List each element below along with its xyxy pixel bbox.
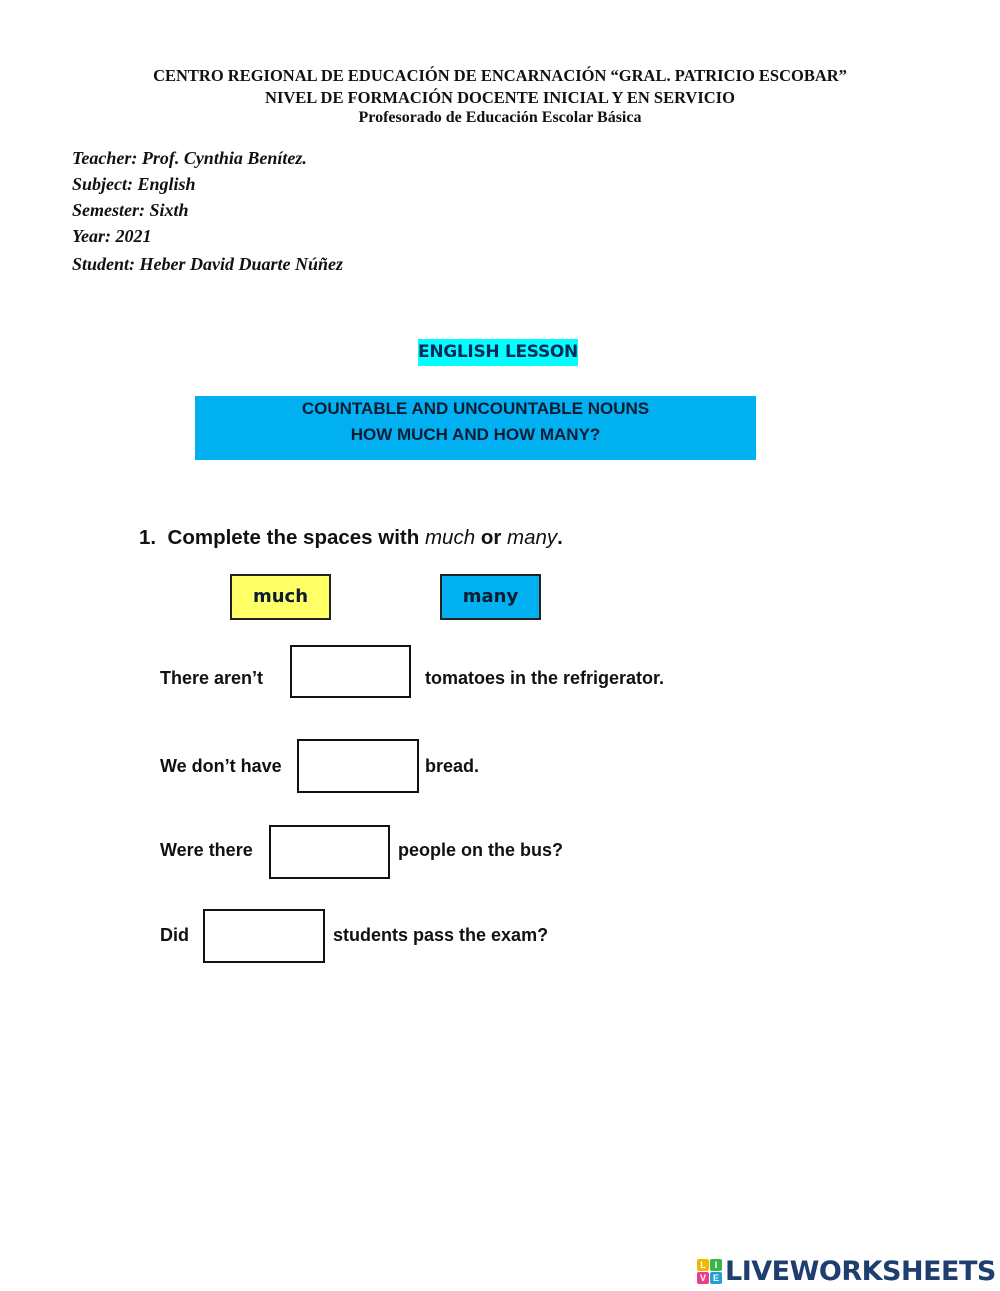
sentence-1-blank[interactable] xyxy=(290,645,411,698)
student-line: Student: Heber David Duarte Núñez xyxy=(72,254,344,274)
question-prefix: Complete the spaces with xyxy=(167,526,420,549)
question-number: 1. xyxy=(139,526,157,549)
program-name: Profesorado de Educación Escolar Básica xyxy=(358,109,642,126)
topic-line-2: HOW MUCH AND HOW MANY? xyxy=(350,425,601,444)
word-bank-many[interactable]: many xyxy=(440,574,541,620)
topic-banner xyxy=(195,396,756,460)
sentence-4-after: students pass the exam? xyxy=(333,925,549,945)
sentence-2-before: We don’t have xyxy=(160,756,282,776)
sentence-3-before: Were there xyxy=(160,840,253,860)
logo-text: LIVEWORKSHEETS xyxy=(725,1255,996,1287)
logo-icon xyxy=(697,1259,722,1284)
logo-letter-e: E xyxy=(710,1272,722,1284)
sentence-4-blank[interactable] xyxy=(203,909,325,963)
logo-letter-i: I xyxy=(710,1259,722,1271)
question-connector: or xyxy=(480,526,502,549)
logo-letter-v: V xyxy=(697,1272,709,1284)
sentence-3-after: people on the bus? xyxy=(398,840,563,860)
logo-letter-l: L xyxy=(697,1259,709,1271)
lesson-label: ENGLISH LESSON xyxy=(418,339,578,366)
question-word-many: many xyxy=(507,526,558,549)
topic-line-1: COUNTABLE AND UNCOUNTABLE NOUNS xyxy=(301,399,650,418)
sentence-2-after: bread. xyxy=(425,756,480,776)
school-name: CENTRO REGIONAL DE EDUCACIÓN DE ENCARNACIÓN “GRAL. PATRICIO ESCOBAR” xyxy=(153,66,847,85)
question-end: . xyxy=(557,526,563,549)
semester-line: Semester: Sixth xyxy=(72,200,189,220)
sentence-2-blank[interactable] xyxy=(297,739,419,793)
subject-line: Subject: English xyxy=(72,174,196,194)
liveworksheets-logo[interactable] xyxy=(697,1256,996,1286)
sentence-3-blank[interactable] xyxy=(269,825,390,879)
word-bank-much[interactable]: much xyxy=(230,574,331,620)
sentence-1-after: tomatoes in the refrigerator. xyxy=(425,668,665,688)
year-line: Year: 2021 xyxy=(72,226,152,246)
sentence-1-before: There aren’t xyxy=(160,668,264,688)
sentence-4-before: Did xyxy=(160,925,189,945)
question-instruction xyxy=(139,526,563,550)
question-word-much: much xyxy=(424,526,476,549)
program-level: NIVEL DE FORMACIÓN DOCENTE INICIAL Y EN SERVICIO xyxy=(265,88,735,107)
teacher-line: Teacher: Prof. Cynthia Benítez. xyxy=(72,148,307,168)
